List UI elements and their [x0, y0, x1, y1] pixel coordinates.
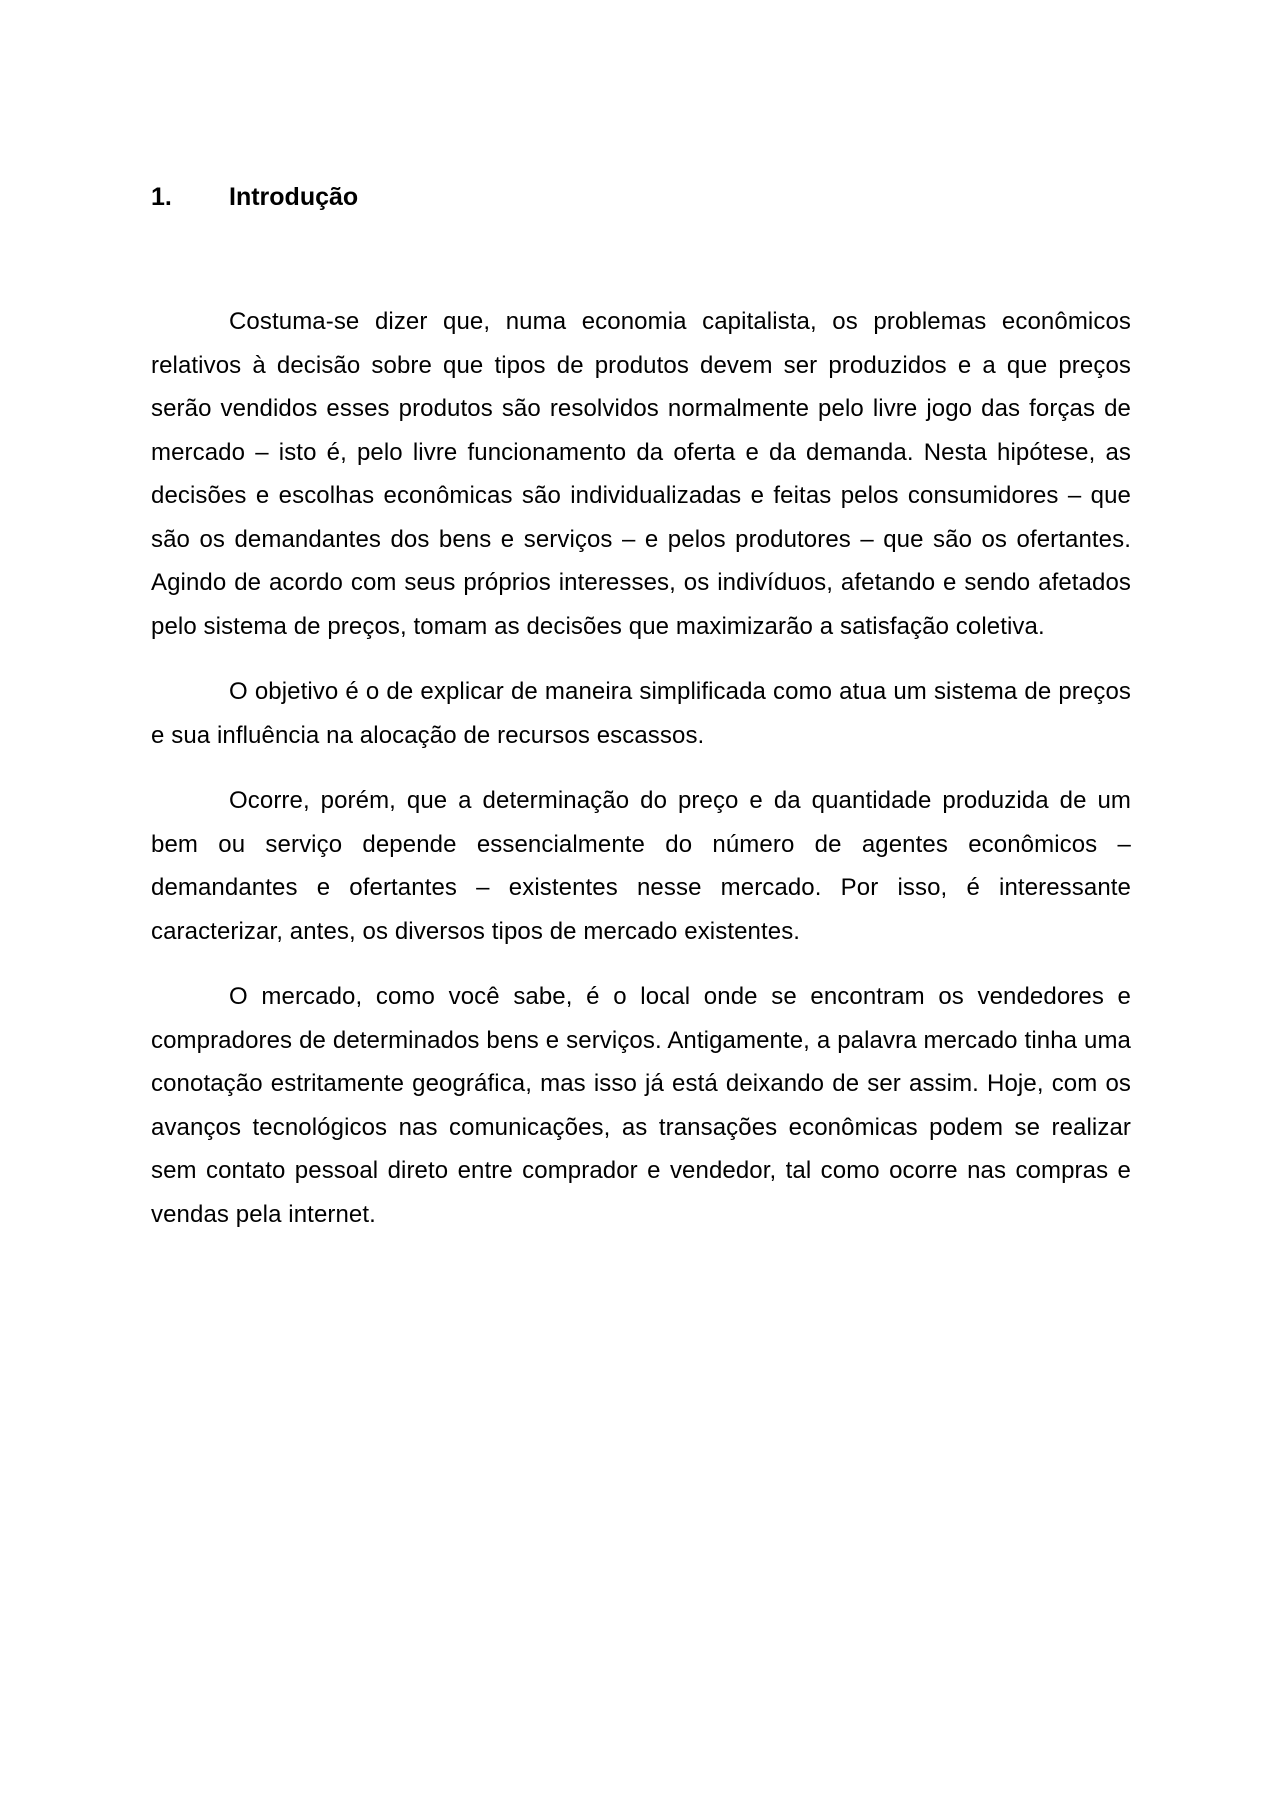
section-heading	[151, 181, 358, 213]
paragraph-2: O objetivo é o de explicar de maneira simplificada como atua um sistema de preços e sua influência na alocação de recursos escassos.	[151, 678, 1131, 749]
paragraph-4: O mercado, como você sabe, é o local onde se encontram os vendedores e compradores de determinados bens e serviços. Antigamente, a palavra mercado tinha uma conotação estritamente geográfica, mas isso já está deixando de ser assim. Hoje, com os avanços tecnológicos nas comunicações, as transações econômicas podem se realizar sem contato pessoal direto entre comprador e vendedor, tal como ocorre nas compras e vendas pela internet.	[151, 983, 1131, 1228]
paragraph-1: Costuma-se dizer que, numa economia capitalista, os problemas econômicos relativos à decisão sobre que tipos de produtos devem ser produzidos e a que preços serão vendidos esses produtos são resolvidos normalmente pelo livre jogo das forças de mercado – isto é, pelo livre funcionamento da oferta e da demanda. Nesta hipótese, as decisões e escolhas econômicas são individualizadas e feitas pelos consumidores – que são os demandantes dos bens e serviços – e pelos produtores – que são os ofertantes. Agindo de acordo com seus próprios interesses, os indivíduos, afetando e sendo afetados pelo sistema de preços, tomam as decisões que maximizarão a satisfação coletiva.	[151, 308, 1131, 640]
section-number: 1.	[151, 183, 172, 211]
body-text	[151, 300, 1131, 1258]
paragraph-3: Ocorre, porém, que a determinação do preço e da quantidade produzida de um bem ou serviço depende essencialmente do número de agentes econômicos – demandantes e ofertantes – existentes nesse mercado. Por isso, é interessante caracterizar, antes, os diversos tipos de mercado existentes.	[151, 787, 1131, 945]
section-title: Introdução	[229, 183, 359, 211]
